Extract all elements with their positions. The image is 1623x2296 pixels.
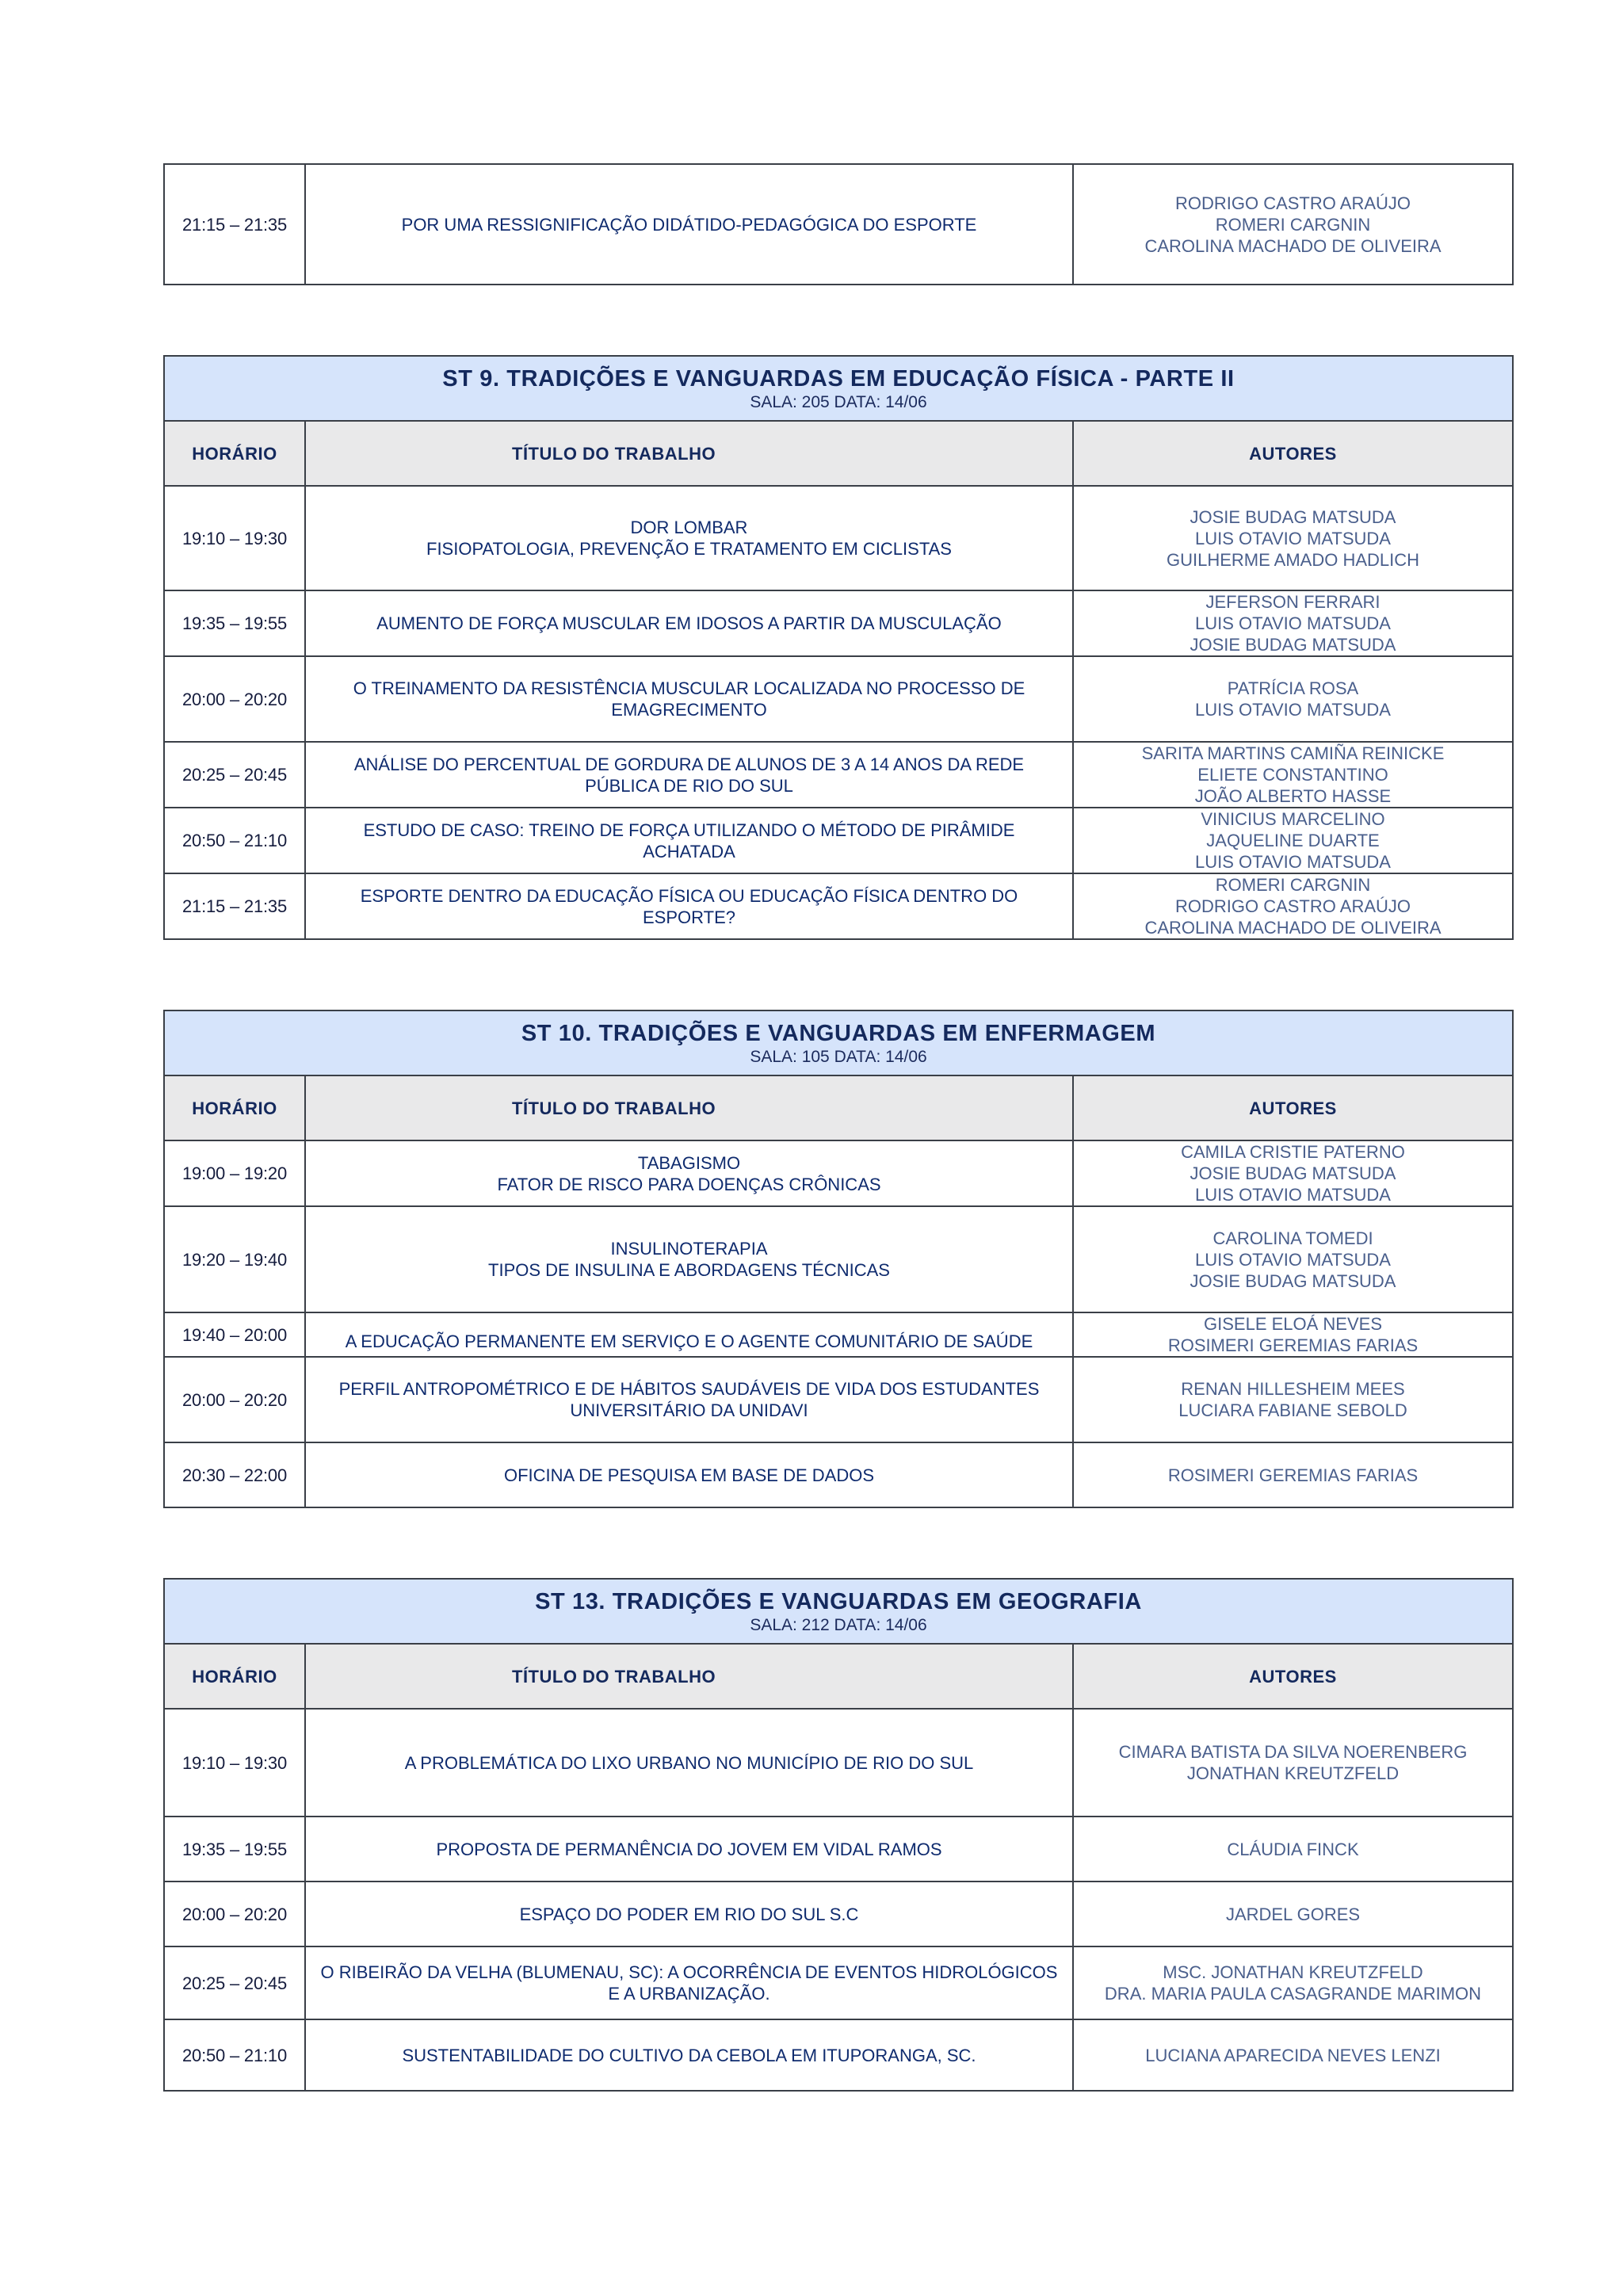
authors-cell: [1073, 486, 1513, 590]
title-cell: [305, 1357, 1073, 1442]
table-row: [164, 1140, 1513, 1206]
session-heading: [164, 356, 1513, 421]
author: CAMILA CRISTIE PATERNO: [1181, 1142, 1405, 1162]
time-cell: 20:50 – 21:10: [164, 808, 305, 873]
author: MSC. JONATHAN KREUTZFELD: [1163, 1962, 1423, 1982]
author: JARDEL GORES: [1225, 1904, 1361, 1924]
title-line: INSULINOTERAPIA: [610, 1239, 768, 1259]
session-heading: [164, 1010, 1513, 1075]
title-cell: [305, 1881, 1073, 1946]
column-header-row: [164, 1644, 1513, 1709]
title-line: UNIVERSITÁRIO DA UNIDAVI: [570, 1400, 808, 1420]
authors-cell: [1073, 2019, 1513, 2091]
title-line: O RIBEIRÃO DA VELHA (BLUMENAU, SC): A OCORRÊNCIA DE EVENTOS HIDROLÓGICOS: [320, 1962, 1058, 1982]
authors-cell: [1073, 742, 1513, 808]
session-title: ST 13. TRADIÇÕES E VANGUARDAS EM GEOGRAFIA: [535, 1589, 1142, 1614]
session-title: ST 9. TRADIÇÕES E VANGUARDAS EM EDUCAÇÃO FÍSICA - PARTE II: [442, 366, 1235, 392]
author: JOSIE BUDAG MATSUDA: [1190, 1163, 1396, 1183]
time-cell: 19:00 – 19:20: [164, 1140, 305, 1206]
session-table-st10: [163, 1010, 1514, 1508]
author: ROMERI CARGNIN: [1215, 214, 1371, 235]
title-cell: [305, 590, 1073, 656]
time-cell: 20:00 – 20:20: [164, 656, 305, 742]
header-authors: AUTORES: [1073, 1644, 1513, 1709]
author: RODRIGO CASTRO ARAÚJO: [1174, 896, 1411, 916]
title-line: A PROBLEMÁTICA DO LIXO URBANO NO MUNICÍPIO DE RIO DO SUL: [404, 1752, 974, 1773]
title-cell: [305, 2019, 1073, 2091]
authors-cell: [1073, 1881, 1513, 1946]
time-cell: 20:25 – 20:45: [164, 1946, 305, 2019]
author: CAROLINA MACHADO DE OLIVEIRA: [1144, 918, 1442, 938]
title-line: PROPOSTA DE PERMANÊNCIA DO JOVEM EM VIDAL RAMOS: [436, 1839, 942, 1859]
author: GISELE ELOÁ NEVES: [1204, 1314, 1382, 1334]
authors-cell: [1073, 1709, 1513, 1817]
title-cell: [305, 1206, 1073, 1312]
table-row: [164, 1881, 1513, 1946]
column-header-row: [164, 421, 1513, 486]
title-cell: [305, 873, 1073, 939]
time-cell: 19:20 – 19:40: [164, 1206, 305, 1312]
header-title: TÍTULO DO TRABALHO: [305, 1644, 1073, 1709]
author: LUCIARA FABIANE SEBOLD: [1178, 1400, 1407, 1420]
table-row: [164, 656, 1513, 742]
author: JOSIE BUDAG MATSUDA: [1190, 506, 1396, 527]
session-title: ST 10. TRADIÇÕES E VANGUARDAS EM ENFERMAGEM: [521, 1021, 1156, 1046]
author: LUIS OTAVIO MATSUDA: [1195, 852, 1391, 872]
title-line: OFICINA DE PESQUISA EM BASE DE DADOS: [503, 1465, 874, 1485]
table-row: [164, 873, 1513, 939]
table-row: [164, 1817, 1513, 1881]
title-line: DOR LOMBAR: [630, 518, 748, 537]
title-line: O TREINAMENTO DA RESISTÊNCIA MUSCULAR LOCALIZADA NO PROCESSO DE: [353, 678, 1025, 698]
authors-cell: [1073, 808, 1513, 873]
authors-cell: [1073, 590, 1513, 656]
author: LUIS OTAVIO MATSUDA: [1195, 700, 1391, 720]
title-line: ANÁLISE DO PERCENTUAL DE GORDURA DE ALUNOS DE 3 A 14 ANOS DA REDE: [353, 754, 1025, 774]
session-room-date: SALA: 105 DATA: 14/06: [750, 1048, 927, 1066]
authors-cell: [1073, 656, 1513, 742]
table-row: [164, 1357, 1513, 1442]
author: LUIS OTAVIO MATSUDA: [1195, 1185, 1391, 1205]
header-time: HORÁRIO: [164, 1644, 305, 1709]
session-table-st13: [163, 1578, 1514, 2092]
title-cell: [305, 1709, 1073, 1817]
author: ROMERI CARGNIN: [1215, 875, 1371, 895]
authors-cell: [1073, 1817, 1513, 1881]
author: ELIETE CONSTANTINO: [1197, 765, 1388, 785]
title-cell: [305, 486, 1073, 590]
time-cell: 20:30 – 22:00: [164, 1442, 305, 1507]
header-title: TÍTULO DO TRABALHO: [305, 1075, 1073, 1140]
spacer: [163, 1508, 1512, 1578]
table-row: [164, 1206, 1513, 1312]
time-cell: 21:15 – 21:35: [164, 164, 305, 285]
column-header-row: [164, 1075, 1513, 1140]
session-title-row: [164, 356, 1513, 421]
time-cell: 21:15 – 21:35: [164, 873, 305, 939]
author: JONATHAN KREUTZFELD: [1186, 1763, 1400, 1783]
title-line: ESPORTE?: [643, 907, 735, 927]
author: LUIS OTAVIO MATSUDA: [1195, 528, 1391, 548]
title-line: PERFIL ANTROPOMÉTRICO E DE HÁBITOS SAUDÁVEIS DE VIDA DOS ESTUDANTES: [338, 1379, 1040, 1399]
author: JOÃO ALBERTO HASSE: [1194, 786, 1392, 806]
title-line: FISIOPATOLOGIA, PREVENÇÃO E TRATAMENTO EM CICLISTAS: [426, 539, 952, 559]
header-time: HORÁRIO: [164, 1075, 305, 1140]
authors-cell: [1073, 1442, 1513, 1507]
author: PATRÍCIA ROSA: [1227, 678, 1359, 698]
table-row: [164, 1709, 1513, 1817]
title-line: ESPORTE DENTRO DA EDUCAÇÃO FÍSICA OU EDUCAÇÃO FÍSICA DENTRO DO: [360, 885, 1018, 906]
continuation-table: [163, 163, 1514, 285]
session-title-row: [164, 1010, 1513, 1075]
table-row: [164, 2019, 1513, 2091]
author: GUILHERME AMADO HADLICH: [1166, 549, 1420, 570]
author: CAROLINA MACHADO DE OLIVEIRA: [1144, 235, 1442, 256]
table-row: [164, 1442, 1513, 1507]
time-cell: 19:10 – 19:30: [164, 1709, 305, 1817]
title-cell: [305, 656, 1073, 742]
title-cell: [305, 1442, 1073, 1507]
author: LUIS OTAVIO MATSUDA: [1195, 1249, 1391, 1270]
title-cell: [305, 742, 1073, 808]
title-line: PÚBLICA DE RIO DO SUL: [585, 775, 793, 796]
header-title: TÍTULO DO TRABALHO: [305, 421, 1073, 486]
author: JEFERSON FERRARI: [1205, 592, 1381, 612]
time-cell: 20:50 – 21:10: [164, 2019, 305, 2091]
author: VINICIUS MARCELINO: [1201, 809, 1385, 829]
title-line: TIPOS DE INSULINA E ABORDAGENS TÉCNICAS: [488, 1260, 890, 1280]
author: ROSIMERI GEREMIAS FARIAS: [1167, 1335, 1419, 1355]
session-table-st9: [163, 355, 1514, 940]
spacer: [163, 940, 1512, 1010]
time-cell: 20:25 – 20:45: [164, 742, 305, 808]
table-row: [164, 1312, 1513, 1357]
header-authors: AUTORES: [1073, 1075, 1513, 1140]
table-row: [164, 1946, 1513, 2019]
session-heading: [164, 1579, 1513, 1644]
title-line: TABAGISMO: [637, 1152, 741, 1173]
author: RENAN HILLESHEIM MEES: [1181, 1379, 1405, 1399]
time-cell: 20:00 – 20:20: [164, 1357, 305, 1442]
author: LUIS OTAVIO MATSUDA: [1195, 613, 1391, 633]
table-row: [164, 164, 1513, 285]
time-cell: 19:10 – 19:30: [164, 486, 305, 590]
title-cell: [305, 1140, 1073, 1206]
time-cell: 19:35 – 19:55: [164, 1817, 305, 1881]
author: DRA. MARIA PAULA CASAGRANDE MARIMON: [1104, 1984, 1482, 2004]
author: RODRIGO CASTRO ARAÚJO: [1174, 193, 1411, 213]
spacer: [163, 285, 1512, 355]
time-cell: 19:40 – 20:00: [164, 1312, 305, 1357]
title-line: FATOR DE RISCO PARA DOENÇAS CRÔNICAS: [497, 1174, 881, 1194]
authors-cell: [1073, 164, 1513, 285]
title-cell: [305, 1946, 1073, 2019]
author: CIMARA BATISTA DA SILVA NOERENBERG: [1118, 1742, 1468, 1762]
title-line: ESPAÇO DO PODER EM RIO DO SUL S.C: [519, 1904, 859, 1924]
authors-cell: [1073, 1206, 1513, 1312]
author: JOSIE BUDAG MATSUDA: [1190, 1270, 1396, 1291]
title-cell: POR UMA RESSIGNIFICAÇÃO DIDÁTIDO-PEDAGÓGICA DO ESPORTE: [305, 164, 1073, 285]
title-line: SUSTENTABILIDADE DO CULTIVO DA CEBOLA EM ITUPORANGA, SC.: [402, 2045, 976, 2065]
author: SARITA MARTINS CAMIÑA REINICKE: [1141, 743, 1445, 763]
table-row: [164, 486, 1513, 590]
authors-cell: [1073, 1140, 1513, 1206]
authors-cell: [1073, 1357, 1513, 1442]
title-line: A EDUCAÇÃO PERMANENTE EM SERVIÇO E O AGENTE COMUNITÁRIO DE SAÚDE: [345, 1331, 1033, 1351]
authors-cell: [1073, 1946, 1513, 2019]
title-line: ESTUDO DE CASO: TREINO DE FORÇA UTILIZANDO O MÉTODO DE PIRÂMIDE: [363, 819, 1015, 840]
session-room-date: SALA: 205 DATA: 14/06: [750, 393, 927, 411]
author: JAQUELINE DUARTE: [1206, 831, 1380, 850]
time-cell: 20:00 – 20:20: [164, 1881, 305, 1946]
title-line: EMAGRECIMENTO: [611, 700, 767, 720]
time-cell: 19:35 – 19:55: [164, 590, 305, 656]
title-line: AUMENTO DE FORÇA MUSCULAR EM IDOSOS A PARTIR DA MUSCULAÇÃO: [376, 613, 1002, 633]
schedule-page: [163, 163, 1512, 2092]
session-title-row: [164, 1579, 1513, 1644]
title-cell: [305, 1817, 1073, 1881]
header-authors: AUTORES: [1073, 421, 1513, 486]
author: JOSIE BUDAG MATSUDA: [1190, 635, 1396, 655]
title-cell: [305, 1312, 1073, 1357]
title-line: E A URBANIZAÇÃO.: [608, 1984, 770, 2004]
author: CAROLINA TOMEDI: [1212, 1228, 1373, 1248]
author: ROSIMERI GEREMIAS FARIAS: [1167, 1465, 1419, 1485]
header-time: HORÁRIO: [164, 421, 305, 486]
authors-cell: [1073, 1312, 1513, 1357]
authors-cell: [1073, 873, 1513, 939]
title-cell: [305, 808, 1073, 873]
table-row: [164, 808, 1513, 873]
title-line: ACHATADA: [643, 841, 735, 861]
author: LUCIANA APARECIDA NEVES LENZI: [1145, 2045, 1441, 2065]
session-room-date: SALA: 212 DATA: 14/06: [750, 1616, 927, 1634]
table-row: [164, 590, 1513, 656]
author: CLÁUDIA FINCK: [1227, 1839, 1359, 1859]
table-row: [164, 742, 1513, 808]
